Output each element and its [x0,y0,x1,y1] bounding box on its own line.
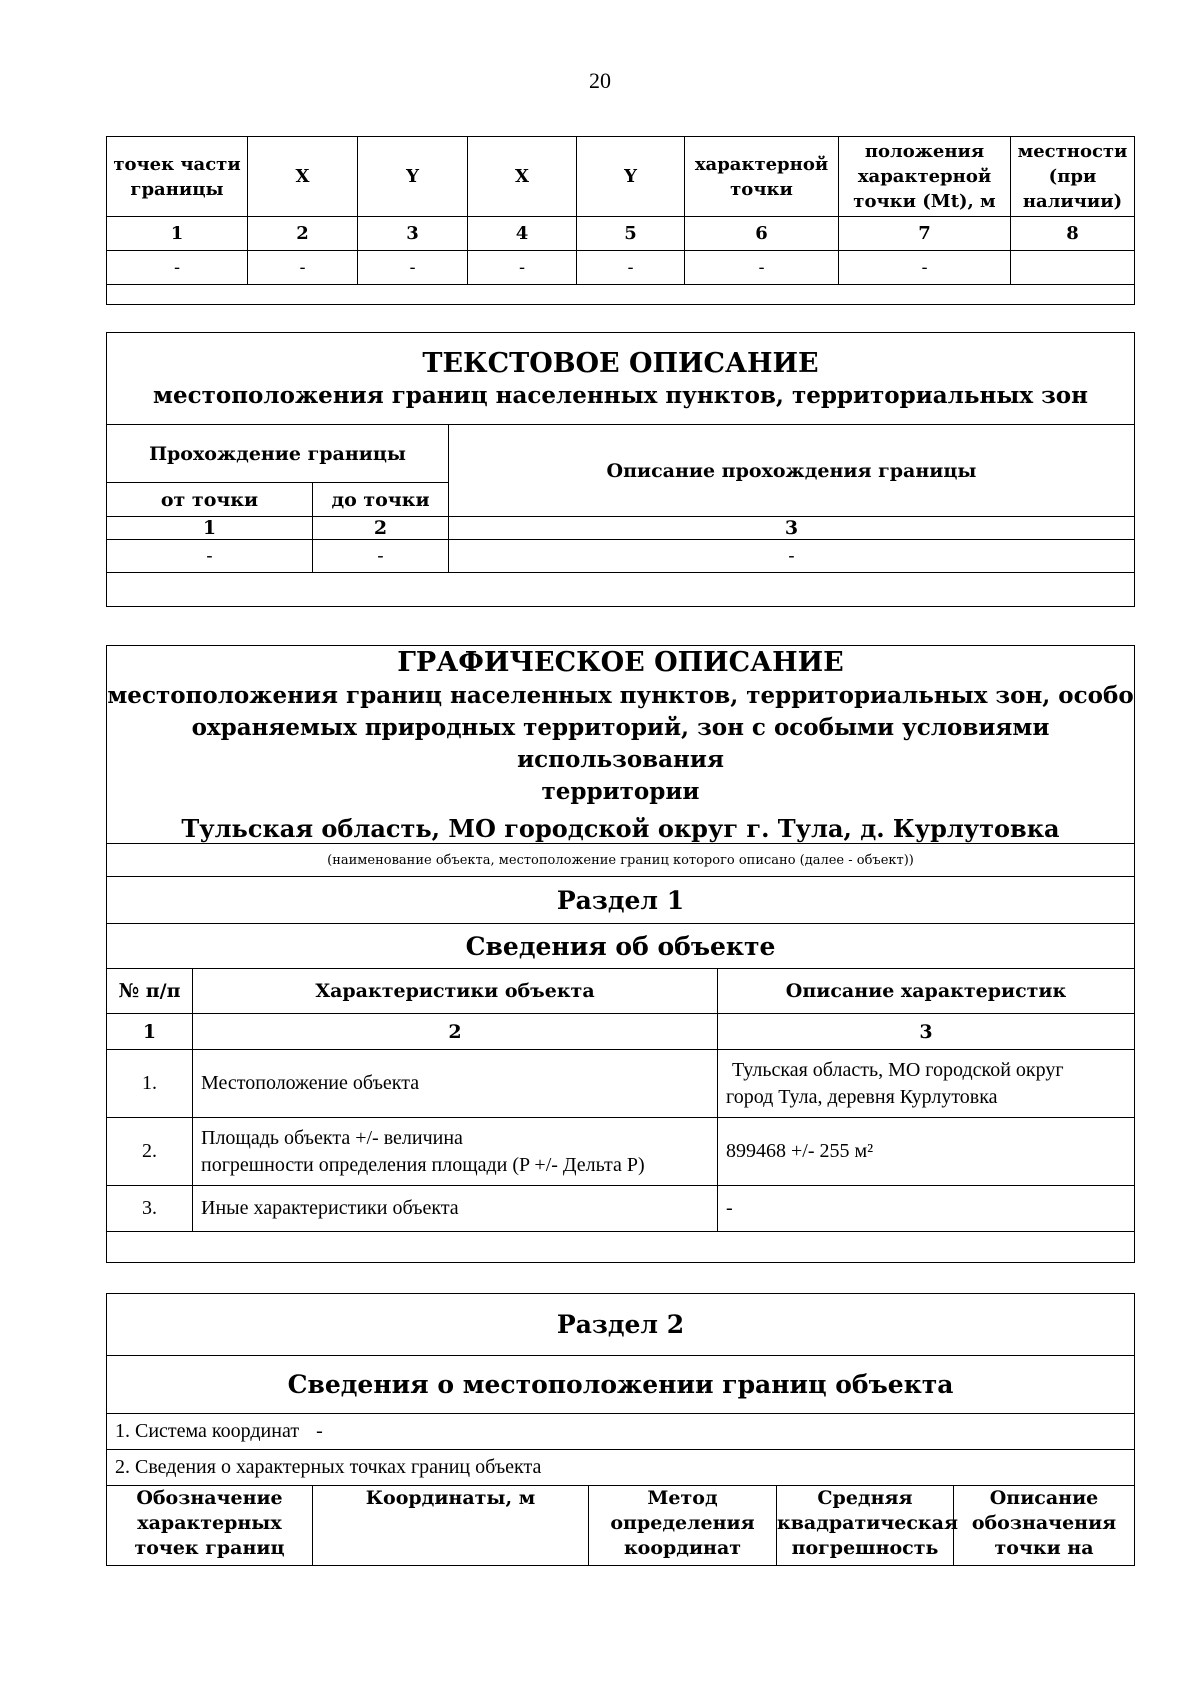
column-number: 3 [449,517,1135,540]
column-number: 2 [193,1014,718,1050]
text-description-header [107,333,1135,425]
characteristic-value: - [718,1186,1135,1232]
characteristic-value [718,1050,1135,1118]
header-cell: Описание обозначения точки на [954,1486,1135,1566]
coordinates-continuation-table [106,136,1135,305]
column-number: 3 [718,1014,1135,1050]
table-cell: - [358,251,468,285]
characteristic-name: Иные характеристики объекта [193,1186,718,1232]
section-subtitle-line: территории [541,778,700,805]
table-cell: - [577,251,685,285]
column-number: 1 [107,517,313,540]
column-number: 1 [107,217,248,251]
section-subtitle: местоположения границ населенных пунктов, территориальных зон [153,381,1088,409]
table-cell: - [468,251,577,285]
coordinate-system-label: 1. Система координат [115,1420,300,1442]
column-number: 6 [685,217,839,251]
column-number: 7 [839,217,1011,251]
header-cell: Средняя квадратическая погрешность [777,1486,954,1566]
graphic-description-table [106,645,1135,1263]
value-line: Тульская область, МО городской округ [732,1058,1064,1081]
table-cell: - [839,251,1011,285]
passage-header: Прохождение границы [107,425,449,483]
column-number: 3 [358,217,468,251]
name-line: погрешности определения площади (P +/- Дельта P) [201,1153,645,1176]
graphic-description-header [107,646,1135,844]
text-description-table [106,332,1135,607]
characteristic-value: 899468 +/- 255 м² [718,1118,1135,1186]
table-cell: - [248,251,358,285]
table-cell: - [107,540,313,573]
header-cell: X [468,137,577,217]
section-1-subtitle: Сведения об объекте [107,924,1135,969]
section-2-table [106,1293,1135,1566]
header-cell: X [248,137,358,217]
header-cell: точек части границы [107,137,248,217]
empty-row [107,573,1135,607]
header-cell: Метод определения координат [589,1486,777,1566]
section-2-title: Раздел 2 [107,1294,1135,1356]
empty-row [107,285,1135,305]
header-cell: местности (при наличии) [1011,137,1135,217]
section-subtitle-line: охраняемых природных территорий, зон с особыми условиями использования [191,714,1050,773]
points-info-label: 2. Сведения о характерных точках границ объекта [107,1450,1135,1486]
table-cell: - [313,540,449,573]
row-number: 2. [107,1118,193,1186]
header-cell: Описание характеристик [718,969,1135,1014]
table-cell: - [449,540,1135,573]
object-caption: (наименование объекта, местоположение границ которого описано (далее - объект)) [107,844,1135,877]
coordinate-system-row [107,1414,1135,1450]
table-cell: - [685,251,839,285]
object-name: Тульская область, МО городской округ г. Тула, д. Курлутовка [181,814,1060,843]
empty-row [107,1232,1135,1263]
value-line: город Тула, деревня Курлутовка [726,1085,998,1108]
header-cell: Y [577,137,685,217]
to-point-header: до точки [313,483,449,517]
header-cell: Координаты, м [313,1486,589,1566]
characteristic-name: Местоположение объекта [193,1050,718,1118]
header-cell: Характеристики объекта [193,969,718,1014]
header-cell: № п/п [107,969,193,1014]
coordinate-system-value: - [316,1420,323,1442]
page-number: 20 [589,68,611,93]
column-number: 5 [577,217,685,251]
row-number: 1. [107,1050,193,1118]
header-cell: положения характерной точки (Mt), м [839,137,1011,217]
table-cell: - [107,251,248,285]
header-cell: Обозначение характерных точек границ [107,1486,313,1566]
from-point-header: от точки [107,483,313,517]
section-1-title: Раздел 1 [107,877,1135,924]
section-2-subtitle: Сведения о местоположении границ объекта [107,1356,1135,1414]
description-header: Описание прохождения границы [449,425,1135,517]
column-number: 2 [248,217,358,251]
column-number: 8 [1011,217,1135,251]
name-line: Площадь объекта +/- величина [201,1126,463,1149]
column-number: 1 [107,1014,193,1050]
header-cell: характерной точки [685,137,839,217]
header-cell: Y [358,137,468,217]
table-cell [1011,251,1135,285]
section-subtitle-line: местоположения границ населенных пунктов, территориальных зон, особо [107,682,1134,709]
characteristic-name [193,1118,718,1186]
column-number: 4 [468,217,577,251]
column-number: 2 [313,517,449,540]
section-title: ТЕКСТОВОЕ ОПИСАНИЕ [422,347,819,379]
row-number: 3. [107,1186,193,1232]
section-title: ГРАФИЧЕСКОЕ ОПИСАНИЕ [397,647,844,678]
